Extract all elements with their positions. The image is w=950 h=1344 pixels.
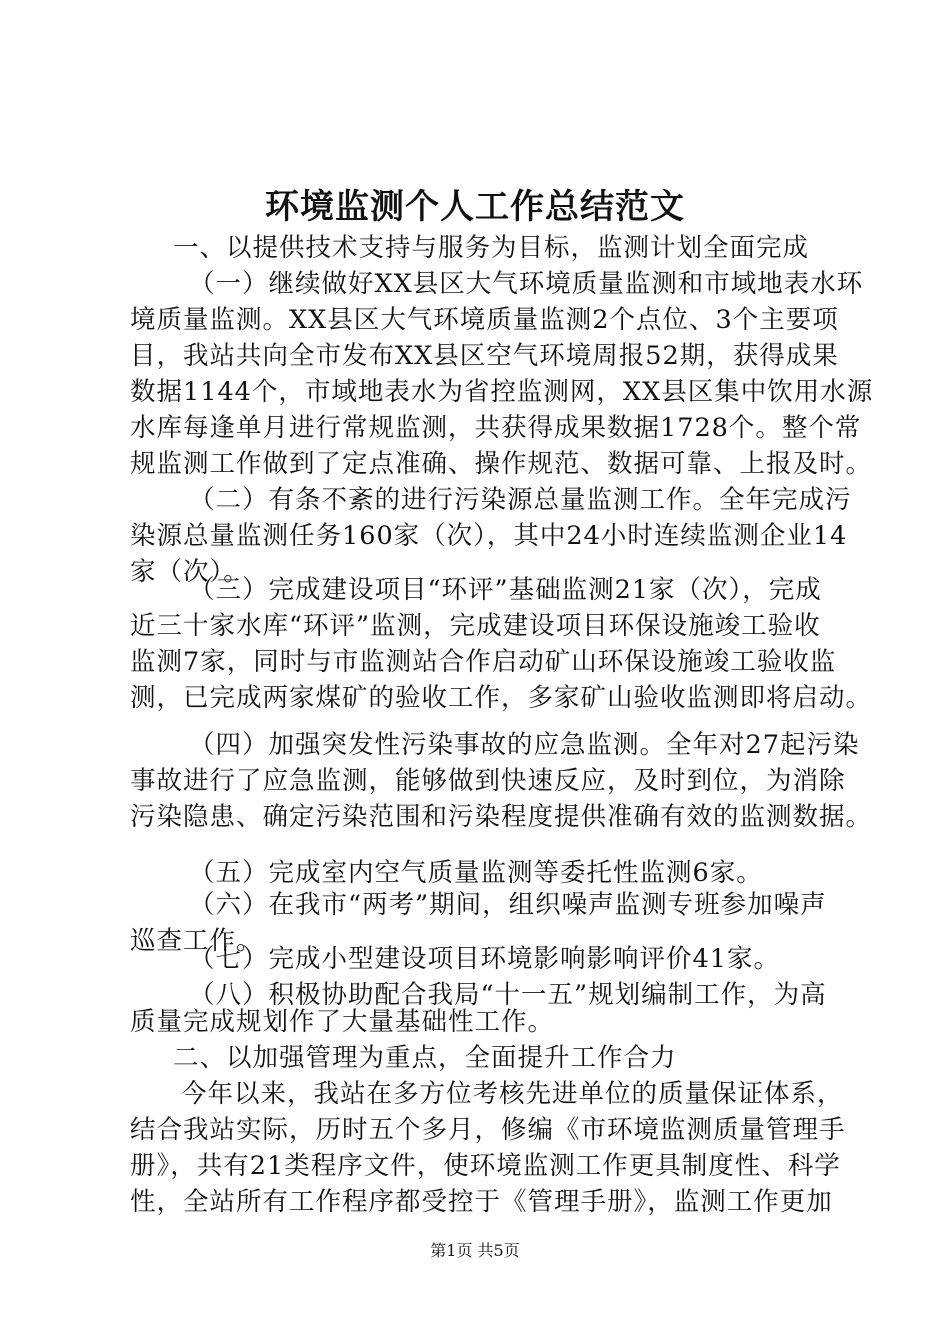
paragraph-line: （七）完成小型建设项目环境影响影响评价41家。 (189, 944, 780, 974)
paragraph-line: 染源总量监测任务160家（次），其中24小时连续监测企业14 (130, 521, 848, 551)
paragraph-line: 性，全站所有工作程序都受控于《管理手册》，监测工作更加 (130, 1187, 833, 1217)
paragraph-line: （四）加强突发性污染事故的应急监测。全年对27起污染 (189, 730, 860, 760)
paragraph-line: 污染隐患、确定污染范围和污染程度提供准确有效的监测数据。 (130, 802, 873, 832)
paragraph-line: 境质量监测。XX县区大气环境质量监测2个点位、3个主要项 (130, 305, 839, 335)
paragraph-line: 册》，共有21类程序文件，使环境监测工作更具制度性、科学 (130, 1151, 841, 1181)
paragraph-line: 质量完成规划作了大量基础性工作。 (130, 1007, 555, 1037)
paragraph-line: （六）在我市“两考”期间，组织噪声监测专班参加噪声 (189, 890, 827, 920)
paragraph-line: （八）积极协助配合我局“十一五”规划编制工作，为高 (189, 980, 827, 1010)
paragraph-line: 结合我站实际，历时五个多月，修编《市环境监测质量管理手 (130, 1115, 846, 1145)
paragraph-line: 今年以来，我站在多方位考核先进单位的质量保证体系， (181, 1079, 844, 1109)
paragraph-line: 巡查工作。 (130, 926, 263, 956)
paragraph-line: 目，我站共向全市发布XX县区空气环境周报52期，获得成果 (130, 341, 839, 371)
paragraph-line: 近三十家水库“环评”监测，完成建设项目环保设施竣工验收 (130, 611, 821, 641)
paragraph-line: 测，已完成两家煤矿的验收工作，多家矿山验收监测即将启动。 (130, 683, 873, 713)
paragraph-line: 数据1144个，市域地表水为省控监测网，XX县区集中饮用水源 (130, 377, 874, 407)
paragraph-line: 事故进行了应急监测，能够做到快速反应，及时到位，为消除 (130, 766, 846, 796)
paragraph-line: （二）有条不紊的进行污染源总量监测工作。全年完成污 (189, 485, 852, 515)
section-heading-1: 一、以提供技术支持与服务为目标，监测计划全面完成 (173, 233, 810, 263)
paragraph-line: 监测7家，同时与市监测站合作启动矿山环保设施竣工验收监 (130, 647, 837, 677)
document-title: 环境监测个人工作总结范文 (265, 187, 685, 227)
paragraph-line: 水库每逢单月进行常规监测，共获得成果数据1728个。整个常 (130, 413, 862, 443)
paragraph-line: （五）完成室内空气质量监测等委托性监测6家。 (189, 858, 763, 888)
section-heading-2: 二、以加强管理为重点，全面提升工作合力 (173, 1043, 677, 1073)
paragraph-line: （一）继续做好XX县区大气环境质量监测和市域地表水环 (189, 269, 864, 299)
page-number-footer: 第1页 共5页 (430, 1241, 520, 1260)
paragraph-line: 规监测工作做到了定点准确、操作规范、数据可靠、上报及时。 (130, 449, 873, 479)
paragraph-line: （三）完成建设项目“环评”基础监测21家（次），完成 (189, 575, 822, 605)
paragraph-line: 家（次）。 (130, 557, 250, 587)
